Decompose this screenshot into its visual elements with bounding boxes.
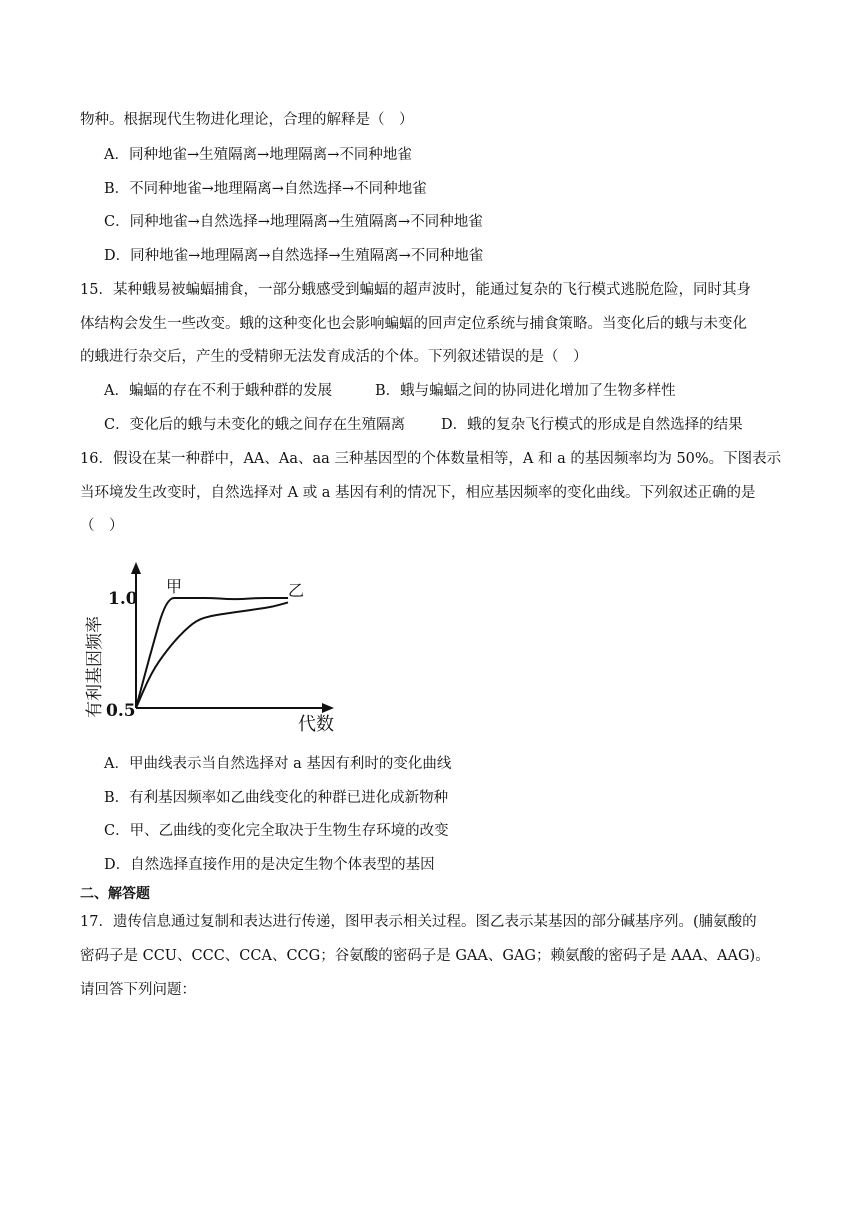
q14-option-a[interactable]: A．同种地雀→生殖隔离→地理隔离→不同种地雀 — [104, 147, 412, 163]
series-label-yi: 乙 — [288, 581, 305, 600]
q17-stem-line-1: 17．遗传信息通过复制和表达进行传递，图甲表示相关过程。图乙表示某基因的部分碱基序列。(脯氨酸的 — [80, 914, 757, 930]
q15-stem-line-1: 15．某种蛾易被蝙蝠捕食，一部分蛾感受到蝙蝠的超声波时，能通过复杂的飞行模式逃脱危险，同时其身 — [80, 282, 751, 298]
q14-stem: 物种。根据现代生物进化理论，合理的解释是（ ） — [80, 112, 414, 128]
series-line-jia — [136, 598, 288, 708]
q16-stem-line-1: 16．假设在某一种群中，AA、Aa、aa 三种基因型的个体数量相等，A 和 a 的基因频率均为 50%。下图表示 — [80, 451, 782, 467]
q14-option-d[interactable]: D．同种地雀→地理隔离→自然选择→生殖隔离→不同种地雀 — [104, 248, 484, 264]
q16-option-a[interactable]: A．甲曲线表示当自然选择对 a 基因有利时的变化曲线 — [104, 756, 452, 772]
x-axis-arrow — [322, 703, 334, 713]
q15-stem-line-3: 的蛾进行杂交后，产生的受精卵无法发育成活的个体。下列叙述错误的是（ ） — [80, 349, 588, 365]
q16-option-c[interactable]: C．甲、乙曲线的变化完全取决于生物生存环境的改变 — [104, 823, 449, 839]
q16-stem-line-2: 当环境发生改变时，自然选择对 A 或 a 基因有利的情况下，相应基因频率的变化曲线。下列叙述正确的是 — [80, 485, 756, 501]
gene-frequency-chart — [80, 548, 350, 738]
q15-option-d[interactable]: D．蛾的复杂飞行模式的形成是自然选择的结果 — [441, 417, 743, 433]
q17-stem-line-3: 请回答下列问题： — [80, 982, 196, 998]
q16-option-b[interactable]: B．有利基因频率如乙曲线变化的种群已进化成新物种 — [104, 790, 449, 806]
q15-option-a[interactable]: A．蝙蝠的存在不利于蛾种群的发展 — [104, 383, 332, 399]
y-axis-label: 有利基因频率 — [85, 616, 105, 718]
q16-option-d[interactable]: D．自然选择直接作用的是决定生物个体表型的基因 — [104, 857, 435, 873]
q15-stem-line-2: 体结构会发生一些改变。蛾的这种变化也会影响蝙蝠的回声定位系统与捕食策略。当变化后的蛾与未变化 — [80, 316, 747, 332]
y-axis-arrow — [131, 562, 141, 574]
q17-stem-line-2: 密码子是 CCU、CCC、CCA、CCG；谷氨酸的密码子是 GAA、GAG；赖氨酸的密码子是 AAA、AAG)。 — [80, 948, 770, 964]
y-tick-label-top: 1.0 — [108, 589, 138, 609]
series-label-jia: 甲 — [166, 577, 183, 596]
q16-stem-line-3: （ ） — [80, 518, 124, 534]
q14-option-b[interactable]: B．不同种地雀→地理隔离→自然选择→不同种地雀 — [104, 181, 427, 197]
q14-option-c[interactable]: C．同种地雀→自然选择→地理隔离→生殖隔离→不同种地雀 — [104, 214, 483, 230]
series-line-yi — [136, 602, 288, 708]
x-axis-label: 代数 — [298, 714, 334, 735]
y-tick-label-bottom: 0.5 — [106, 701, 136, 721]
q15-option-b[interactable]: B．蛾与蝙蝠之间的协同进化增加了生物多样性 — [375, 383, 676, 399]
q15-option-c[interactable]: C．变化后的蛾与未变化的蛾之间存在生殖隔离 — [104, 417, 406, 433]
section-heading: 二、解答题 — [80, 886, 150, 902]
